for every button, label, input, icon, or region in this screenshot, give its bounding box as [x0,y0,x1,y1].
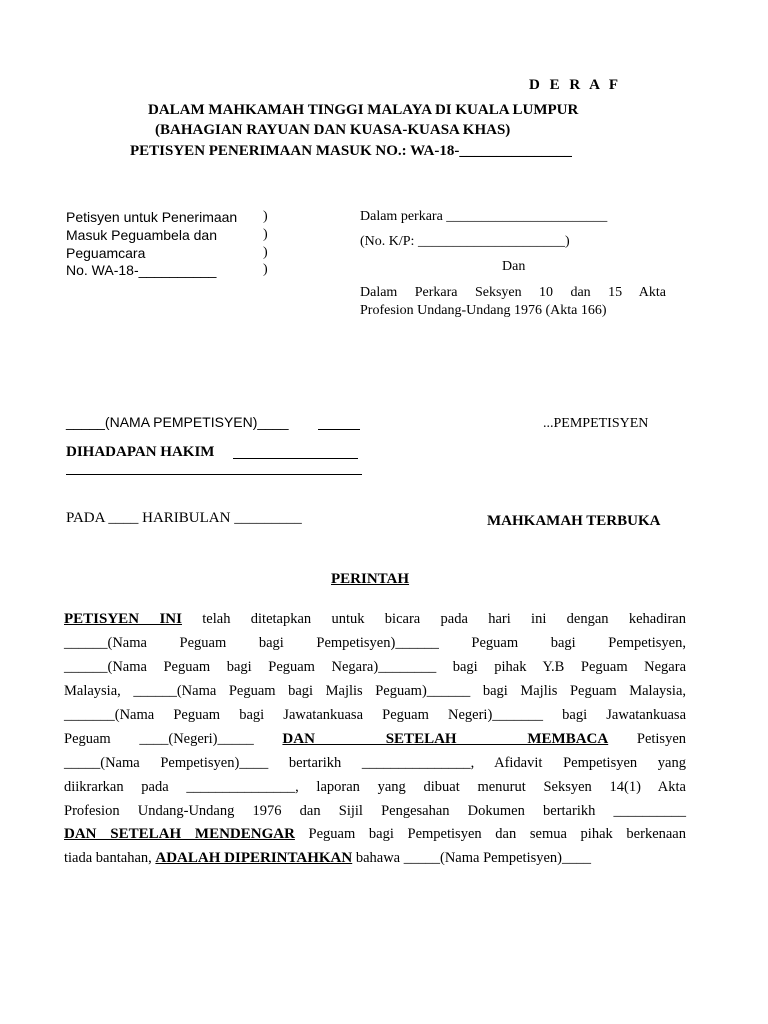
division-heading: (BAHAGIAN RAYUAN DAN KUASA-KUASA KHAS) [155,122,511,138]
order-line-10-bold: DAN SETELAH MENDENGAR [64,826,295,842]
order-line-4: Malaysia, ______(Nama Peguam bagi Majlis Peguam)______ bagi Majlis Peguam Malaysia, [64,683,686,699]
draft-label: D E R A F [529,77,622,93]
order-line-10 [64,826,686,848]
caption-left-line-3: Peguamcara [66,245,146,261]
order-line-6-start: Peguam ____(Negeri)_____ [64,731,254,747]
order-line-11 [64,850,686,872]
order-line-5: _______(Nama Peguam bagi Jawatankuasa Peguam Negeri)_______ bagi Jawatankuasa [64,707,686,723]
petitioner-role: ...PEMPETISYEN [543,416,649,431]
caption-bracket: ) [263,262,268,277]
petitioner-name-underline [318,429,360,430]
order-line-9: Profesion Undang-Undang 1976 dan Sijil Pengesahan Dokumen bertarikh __________ [64,803,686,819]
ic-number-line: (No. K/P: _____________________) [360,234,570,249]
judge-name-blank-2 [66,474,362,475]
sections-line-2: Profesion Undang-Undang 1976 (Akta 166) [360,303,607,318]
order-title: PERINTAH [331,571,410,587]
order-line-2: ______(Nama Peguam bagi Pempetisyen)______ Peguam bagi Pempetisyen, [64,635,686,651]
matter-line: Dalam perkara _______________________ [360,209,608,224]
order-line-1 [64,611,686,633]
caption-left-line-1: Petisyen untuk Penerimaan [66,209,238,225]
date-line: PADA ____ HARIBULAN _________ [66,510,302,526]
order-line-10-text: Peguam bagi Pempetisyen dan semua pihak berkenaan [294,826,686,842]
order-line-3: ______(Nama Peguam bagi Peguam Negara)________ bagi pihak Y.B Peguam Negara [64,659,686,675]
sections-line-1: Dalam Perkara Seksyen 10 dan 15 Akta [360,285,666,300]
order-line-6-end: Petisyen [636,731,687,747]
order-line-1-text: telah ditetapkan untuk bicara pada hari ini dengan kehadiran [181,611,686,627]
open-court-label: MAHKAMAH TERBUKA [487,513,661,529]
order-line-1-bold: PETISYEN INI [64,611,182,627]
order-line-8: diikrarkan pada _______________, laporan yang dibuat menurut Seksyen 14(1) Akta [64,779,686,795]
order-line-11-end: bahawa _____(Nama Pempetisyen)____ [352,850,592,866]
petitioner-name-line: _____(NAMA PEMPETISYEN)____ [66,414,289,430]
petition-number: PETISYEN PENERIMAAN MASUK NO.: WA-18-_______________ [130,143,572,159]
before-judge-label: DIHADAPAN HAKIM [66,444,215,460]
judge-name-blank [233,458,358,459]
caption-left-line-4: No. WA-18-__________ [66,262,217,278]
caption-bracket: ) [263,209,268,224]
order-line-11-bold: ADALAH DIPERINTAHKAN [155,850,353,866]
order-line-7: _____(Nama Pempetisyen)____ bertarikh _______________, Afidavit Pempetisyen yang [64,755,686,771]
caption-bracket: ) [263,227,268,242]
order-line-6-bold: DAN SETELAH MEMBACA [282,731,609,747]
order-line-6 [64,731,686,753]
caption-left-line-2: Masuk Peguambela dan [66,227,217,243]
and-connector: Dan [502,259,526,274]
court-heading: DALAM MAHKAMAH TINGGI MALAYA DI KUALA LUMPUR [148,102,579,118]
caption-bracket: ) [263,245,268,260]
order-line-11-start: tiada bantahan, [64,850,156,866]
